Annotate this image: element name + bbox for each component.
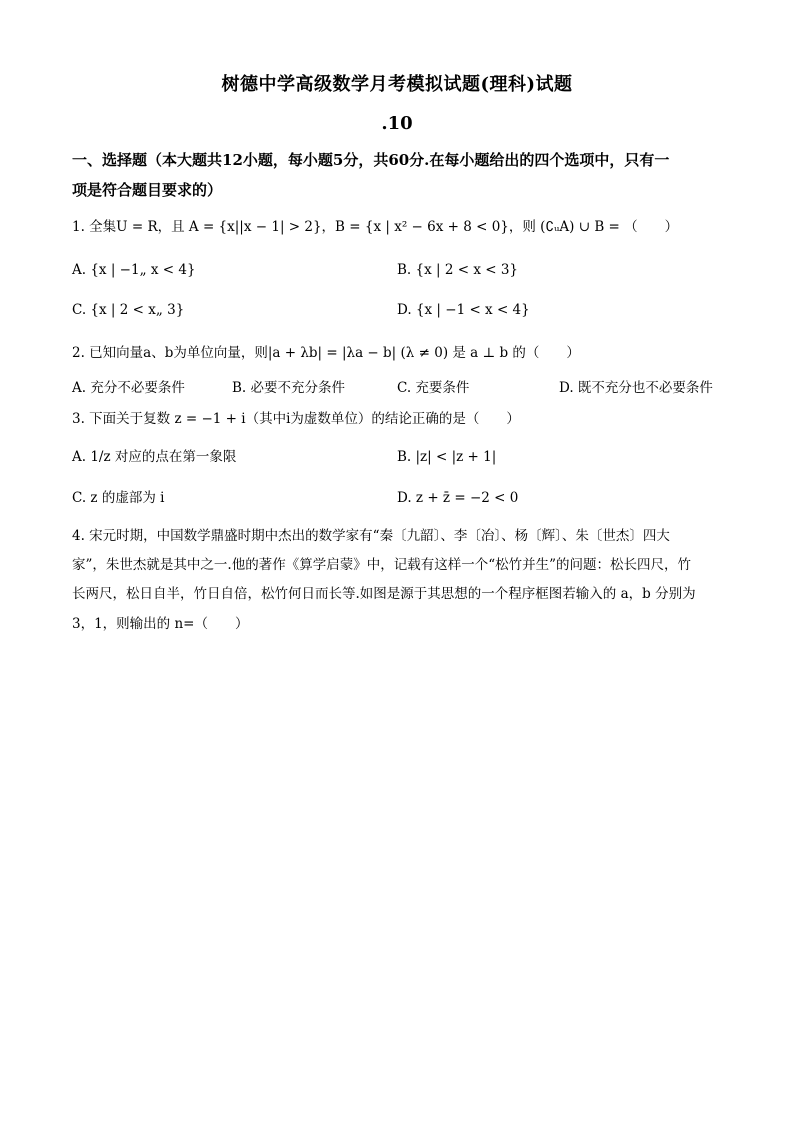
q1-option-b: B. {x | 2 < x < 3} [397, 262, 519, 278]
section-heading-line2: 项是符合题目要求的） [72, 181, 223, 199]
q3-option-d: D. z + z̄ = −2 < 0 [397, 490, 519, 506]
section-heading-line1: 一、选择题（本大题共12小题，每小题5分，共60分.在每小题给出的四个选项中，只有一 [72, 151, 670, 169]
q1-option-c: C. {x | 2 < x„ 3} [72, 302, 185, 318]
q4-line3: 长两尺，松日自半，竹日自倍，松竹何日而长等.如图是源于其思想的一个程序框图若输入的 a，b 分别为 [72, 586, 696, 602]
q4-line2: 家”，朱世杰就是其中之一.他的著作《算学启蒙》中，记载有这样一个“松竹并生”的问题：松长四尺，竹 [72, 557, 691, 573]
q1-option-a: A. {x | −1„ x < 4} [72, 262, 196, 278]
q1-stem: 1. 全集U = R，且 A = {x||x − 1| > 2}，B = {x | x² − 6x + 8 < 0}，则 (∁ᵤA) ∪ B = （ ） [72, 219, 679, 235]
q2-option-d: D. 既不充分也不必要条件 [559, 380, 713, 396]
q2-option-a: A. 充分不必要条件 [72, 380, 185, 396]
q2-stem: 2. 已知向量a、b为单位向量，则|a + λb| = |λa − b| (λ ≠ 0) 是 a ⊥ b 的（ ） [72, 345, 580, 361]
q3-option-a: A. 1/z 对应的点在第一象限 [72, 449, 237, 465]
q3-option-b: B. |z| < |z + 1| [397, 449, 497, 465]
q2-option-c: C. 充要条件 [397, 380, 470, 396]
q1-option-d: D. {x | −1 < x < 4} [397, 302, 530, 318]
q3-option-c: C. z 的虚部为 i [72, 490, 165, 506]
q4-line4: 3，1，则输出的 n=（ ） [72, 616, 249, 632]
page-title: 树德中学高级数学月考模拟试题(理科)试题 [221, 74, 573, 95]
q4-line1: 4. 宋元时期，中国数学鼎盛时期中杰出的数学家有“秦〔九韶〕、李〔冶〕、杨〔辉〕、朱〔世杰〕四大 [72, 528, 670, 544]
q3-stem: 3. 下面关于复数 z = −1 + i（其中i为虚数单位）的结论正确的是（ ） [72, 411, 520, 427]
q2-option-b: B. 必要不充分条件 [232, 380, 346, 396]
page-subtitle: .10 [381, 113, 413, 134]
